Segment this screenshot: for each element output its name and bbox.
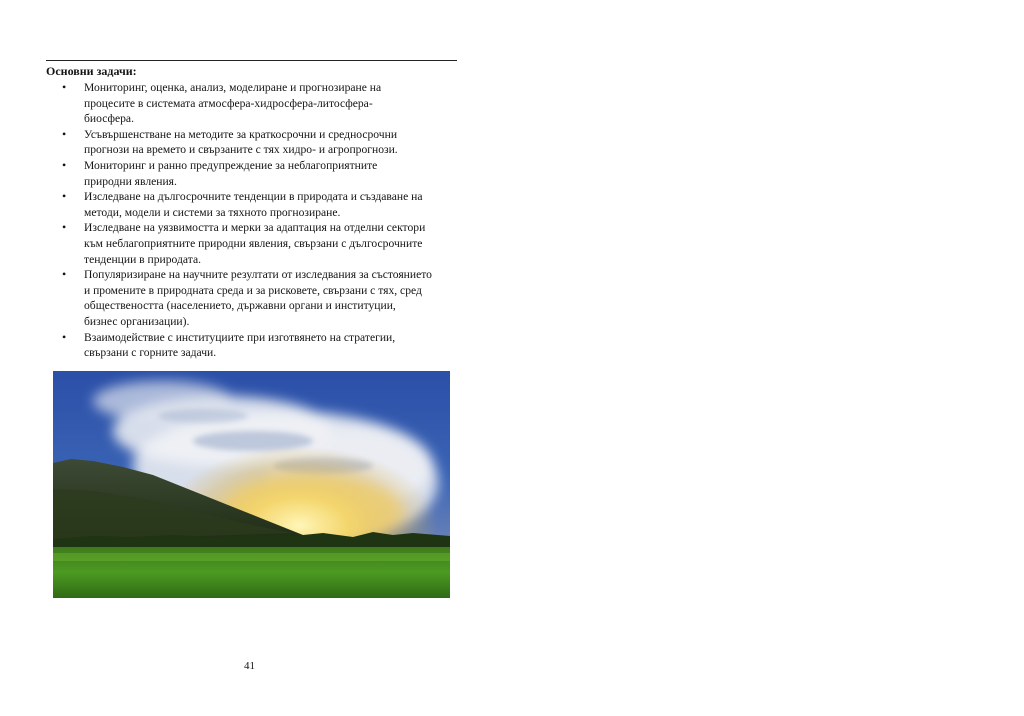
task-line: Мониторинг и ранно предупреждение за неблагоприятните bbox=[84, 158, 378, 172]
bullet-icon: • bbox=[62, 220, 67, 235]
task-line: към неблагоприятните природни явления, свързани с дългосрочните bbox=[84, 236, 423, 250]
task-line: Усъвършенстване на методите за краткосрочни и средносрочни bbox=[84, 127, 398, 141]
list-item bbox=[62, 80, 452, 127]
bullet-icon: • bbox=[62, 267, 67, 282]
task-line: обществеността (населението, държавни органи и институции, bbox=[84, 299, 396, 313]
bullet-icon: • bbox=[62, 126, 67, 141]
task-line: методи, модели и системи за тяхното прогнозиране. bbox=[84, 205, 341, 219]
list-item bbox=[62, 189, 469, 220]
list-item bbox=[62, 127, 452, 158]
task-line: тенденции в природата. bbox=[84, 252, 202, 266]
section-heading: Основни задачи: bbox=[46, 64, 137, 78]
task-line: и промените в природната среда и за рисковете, свързани с тях, сред bbox=[84, 283, 422, 297]
task-line: прогнози на времето и свързаните с тях хидро- и агропрогнози. bbox=[84, 143, 398, 157]
task-line: Изследване на уязвимостта и мерки за адаптация на отделни сектори bbox=[84, 221, 426, 235]
task-line: бизнес организации). bbox=[84, 314, 190, 328]
task-list bbox=[62, 80, 476, 361]
list-item bbox=[62, 267, 476, 329]
top-rule bbox=[46, 60, 457, 61]
task-line: Взаимодействие с институциите при изготвянето на стратегии, bbox=[84, 330, 396, 344]
task-line: Изследване на дългосрочните тенденции в природата и създаване на bbox=[84, 190, 423, 204]
landscape-photo bbox=[53, 371, 450, 598]
bullet-icon: • bbox=[62, 80, 67, 94]
list-item bbox=[62, 220, 469, 267]
task-line: свързани с горните задачи. bbox=[84, 346, 217, 360]
bullet-icon: • bbox=[62, 157, 67, 172]
task-line: природни явления. bbox=[84, 174, 177, 188]
task-line: биосфера. bbox=[84, 112, 134, 126]
list-item bbox=[62, 330, 452, 361]
bullet-icon: • bbox=[62, 329, 67, 344]
page-number: 41 bbox=[244, 660, 255, 672]
task-line: Мониторинг, оценка, анализ, моделиране и прогнозиране на bbox=[84, 81, 382, 94]
task-line: процесите в системата атмосфера-хидросфера-литосфера- bbox=[84, 96, 373, 110]
bullet-icon: • bbox=[62, 189, 67, 204]
list-item bbox=[62, 158, 444, 189]
task-line: Популяризиране на научните резултати от изследвания за състоянието bbox=[84, 268, 432, 282]
